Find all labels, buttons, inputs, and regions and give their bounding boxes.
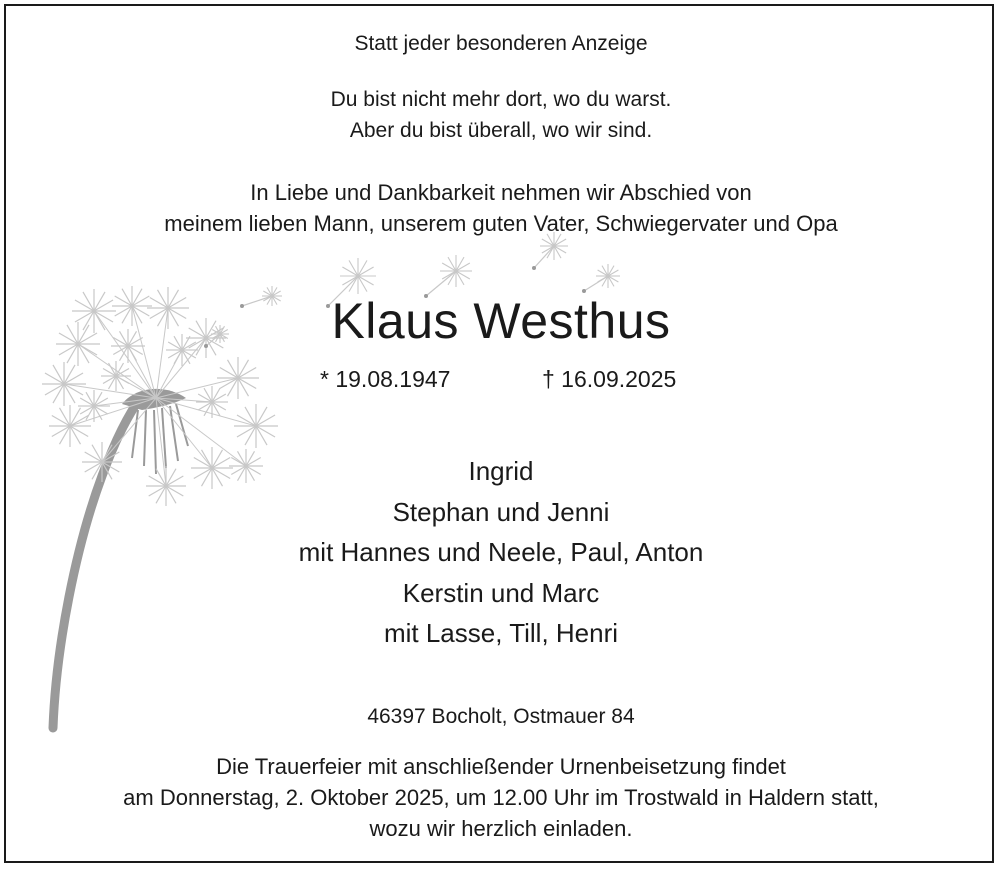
announcement-line-2: meinem lieben Mann, unserem guten Vater, Schwiegervater und Opa <box>164 211 838 236</box>
service-line-2: am Donnerstag, 2. Oktober 2025, um 12.00 Uhr im Trostwald in Haldern statt, <box>123 785 879 810</box>
service-line-1: Die Trauerfeier mit anschließender Urnenbeisetzung findet <box>216 754 786 779</box>
birth-date: * 19.08.1947 <box>320 366 451 392</box>
deceased-name: Klaus Westhus <box>331 293 671 349</box>
address: 46397 Bocholt, Ostmauer 84 <box>367 705 635 728</box>
death-date: † 16.09.2025 <box>542 366 677 392</box>
verse-line-1: Du bist nicht mehr dort, wo du warst. <box>330 88 672 111</box>
family-member-line: mit Lasse, Till, Henri <box>383 618 619 648</box>
life-dates <box>6 366 994 396</box>
obituary-notice <box>4 4 994 863</box>
verse-line-2: Aber du bist überall, wo wir sind. <box>349 119 653 142</box>
intro-text: Statt jeder besonderen Anzeige <box>354 32 648 55</box>
family-member-line: Stephan und Jenni <box>392 496 610 527</box>
service-line-3: wozu wir herzlich einladen. <box>369 816 633 841</box>
family-member-line: Kerstin und Marc <box>402 577 600 608</box>
announcement-line-1: In Liebe und Dankbarkeit nehmen wir Abschied von <box>250 180 752 205</box>
family-member-line: mit Hannes und Neele, Paul, Anton <box>298 537 704 567</box>
family-member-line: Ingrid <box>468 456 534 486</box>
